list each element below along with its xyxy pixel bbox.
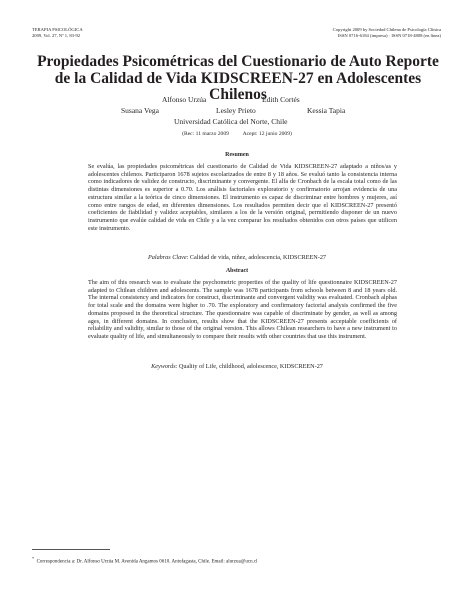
received-accepted-dates: (Rec: 11 marzo 2009 Acept: 12 junio 2009) <box>182 131 292 137</box>
footnote-rule <box>32 549 110 550</box>
keywords-list: : Quality of Life, childhood, adolescence, KIDSCREEN-27 <box>175 363 323 370</box>
keywords-label: Keywords <box>151 363 176 370</box>
affiliation: Universidad Católica del Norte, Chile <box>174 117 288 126</box>
issn-line: ISSN 0716-6184 (impresa) · ISSN 0718-4808 (en línea) <box>337 33 441 38</box>
author-prieto: Lesley Prieto <box>216 106 256 115</box>
author-vega: Susana Vega <box>121 106 159 115</box>
palabras-clave-label: Palabras Clave <box>147 254 187 261</box>
copyright-header <box>333 27 441 39</box>
volume-info: 2009, Vol. 27, Nº 1, 83-92 <box>32 33 81 38</box>
author-urzua: Alfonso Urzúa <box>162 95 207 104</box>
copyright-line: Copyright 2009 by Sociedad Chilena de Psicología Clínica <box>332 27 441 32</box>
author-tapia: Kessia Tapia <box>307 106 346 115</box>
resumen-heading: Resumen <box>225 152 249 158</box>
footnote-text: Correspondencia a: Dr. Alfonso Urzúa M. Avenida Angamos 0610. Antofagasta, Chile. Email: alurzua@ucn.cl <box>36 559 258 565</box>
abstract-heading: Abstract <box>225 268 249 274</box>
correspondence-footnote <box>32 556 257 565</box>
paper-title: Propiedades Psicométricas del Cuestionario de Auto Reporte de la Calidad de Vida KIDSCREEN-27 en Adolescentes Chilenos <box>37 53 439 103</box>
abstract-body: The aim of this research was to evaluate the psychometric properties of the quality of life questionnaire KIDSCREEN-27 adapted to Chilean children and adolescents. The sample was 1678 participants from schools between 8 and 18 years old. The internal consistency and indicators for construct, discriminante and convergent validity was evaluated. Cronbach alphas for total scale and the domains were higher to .70. The exploratory and confirmatory factorial analysis confirmed the five domains proposed in the theoretical structure. The questionnaire was capable of discriminate by gender, as well as among ages, in different domains. In conclusion, results show that the KIDSCREEN-27 presents acceptable coefficients of reliability and validity, similar to those of the original version. This allows Chilean researchers to have a new instrument to evaluate quality of life, and simultaneously to compare their results with other countries that use this instrument. <box>88 279 397 340</box>
palabras-clave <box>0 254 474 261</box>
keywords <box>0 363 474 370</box>
journal-name: TERAPIA PSICOLÓGICA <box>32 27 83 32</box>
palabras-clave-list: : Calidad de vida, niñez, adolescencia, KIDSCREEN-27 <box>186 254 327 261</box>
author-cortes: Edith Cortés <box>262 95 300 104</box>
journal-header <box>32 27 83 39</box>
resumen-body: Se evalúa, las propiedades psicométricas del cuestionario de Calidad de Vida KIDSCREEN-27 adaptado a niños/as y adolescentes chilenos. Participaron 1678 sujetos escolarizados de entre 8 y 18 años. Se evaluó tanto la consistencia interna como indicadores de validez de constructo, discriminante y convergente. El alfa de Cronbach de la escala total como de las distintas dimensiones es superior a 0.70. Los análisis factoriales exploratorio y confirmatorio arrojan evidencia de una estructura similar a la teórica de cinco dimensiones. El instrumento es capaz de discriminar entre hombres y mujeres, así como entre rangos de edad, en diferentes dimensiones. Los resultados permiten decir que el KIDSCREEN-27 presentó coeficientes de fiabilidad y validez aceptables, similares a los de la versión original, permitiendo disponer de un nuevo instrumento que evalúe calidad de vida en Chile y a la vez comparar los resultados obtenidos con otros países que utilicen este instrumento. <box>88 163 397 232</box>
footnote-marker: * <box>32 556 35 561</box>
